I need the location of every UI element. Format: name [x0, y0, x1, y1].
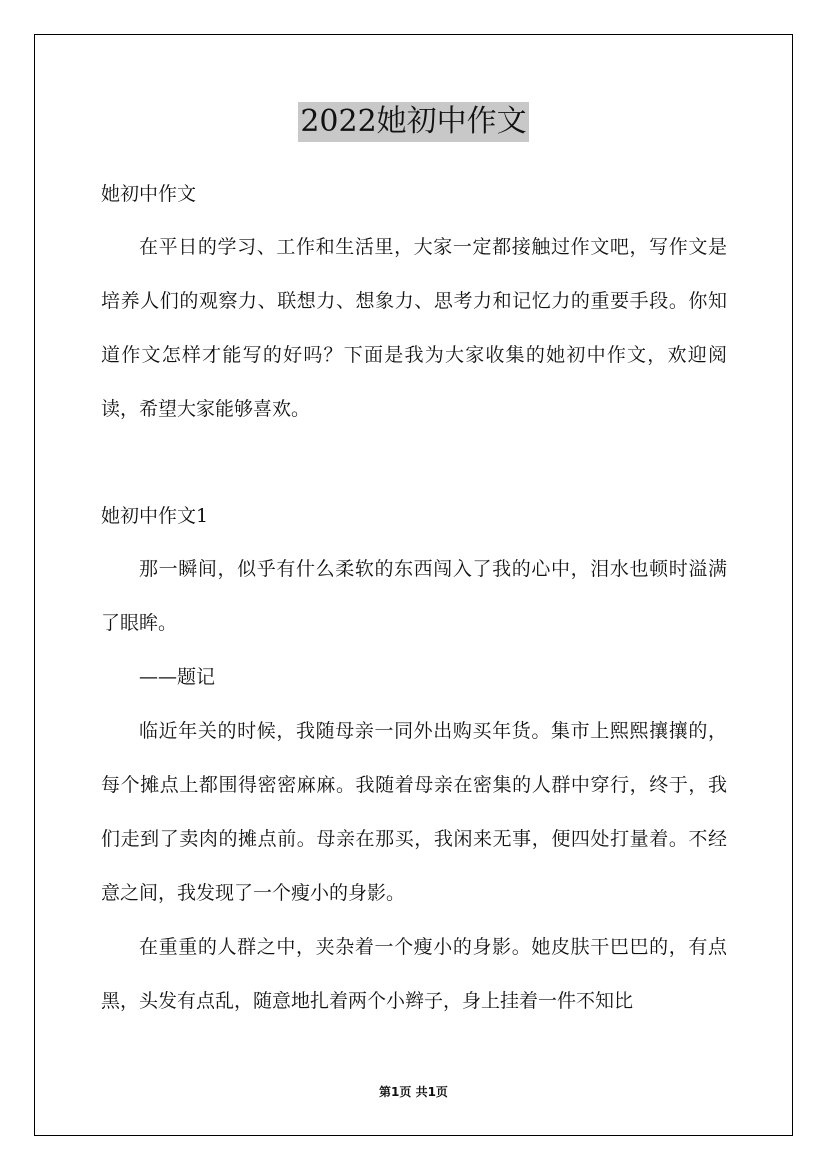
body-paragraph: ——题记 [139, 666, 216, 688]
page-footer [0, 1082, 827, 1102]
section-heading-intro: 她初中作文 [101, 183, 197, 205]
paragraph-gap [101, 436, 727, 490]
intro-paragraph: 在平日的学习、工作和生活里，大家一定都接触过作文吧，写作文是培养人们的观察力、联想力、想象力、思考力和记忆力的重要手段。你知道作文怎样才能写的好吗？下面是我为大家收集的她初中作文，欢迎阅读，希望大家能够喜欢。 [101, 236, 727, 420]
page-number: 第1页 共1页 [379, 1085, 448, 1099]
body-paragraph: 临近年关的时候，我随母亲一同外出购买年货。集市上熙熙攘攘的，每个摊点上都围得密密麻麻。我随着母亲在密集的人群中穿行，终于，我们走到了卖肉的摊点前。母亲在那买，我闲来无事，便四处打量着。不经意之间，我发现了一个瘦小的身影。 [101, 720, 727, 904]
body-paragraph: 那一瞬间，似乎有什么柔软的东西闯入了我的心中，泪水也顿时溢满了眼眸。 [101, 558, 727, 634]
section-heading-1: 她初中作文1 [101, 505, 209, 527]
document-body [101, 168, 727, 1028]
body-paragraph: 在重重的人群之中，夹杂着一个瘦小的身影。她皮肤干巴巴的，有点黑，头发有点乱，随意地扎着两个小辫子，身上挂着一件不知比 [101, 936, 727, 1012]
title-container [0, 102, 827, 142]
document-title: 2022她初中作文 [298, 102, 528, 142]
